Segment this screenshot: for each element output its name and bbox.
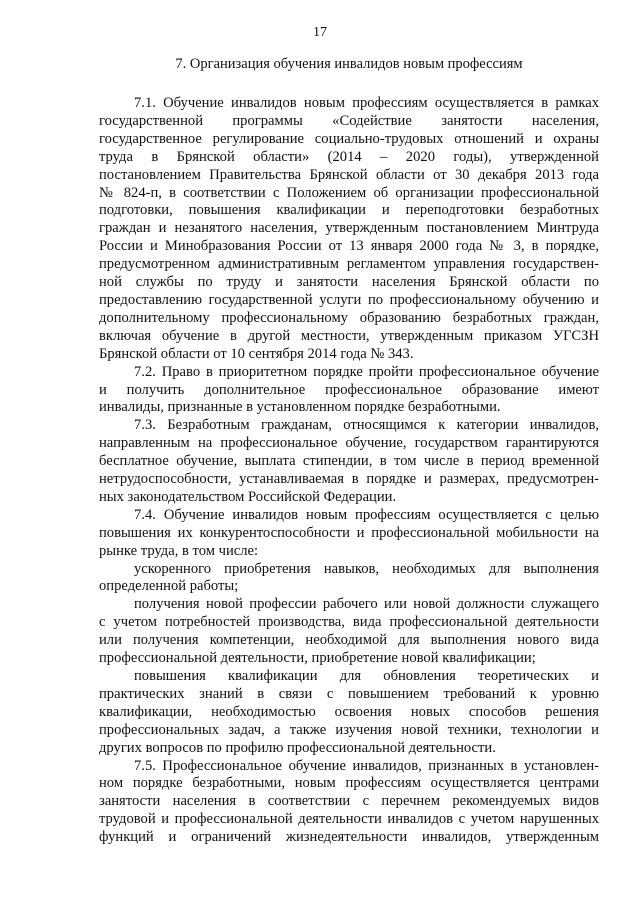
paragraph-line: или получения компетенции, необходимой для выполнения нового вида — [99, 632, 599, 649]
paragraph-line: предусмотренном административным регламентом управления государствен- — [99, 256, 599, 273]
paragraph-line: предоставлению государственной услуги по профессиональному обучению и — [99, 291, 599, 308]
paragraph-line: 7.5. Профессиональное обучение инвалидов, признанных в установлен- — [134, 757, 599, 774]
paragraph-line: нетрудоспособности, устанавливаемая в порядке и размерах, предусмотрен- — [99, 471, 599, 488]
paragraph-line: дополнительному профессиональному образованию безработных граждан, — [99, 309, 599, 326]
paragraph-line: функций и ограничений жизнедеятельности инвалидов, утвержденным — [99, 829, 599, 846]
paragraph-line: квалификации, необходимостью освоения новых способов решения — [99, 703, 599, 720]
paragraph-line: постановлением Правительства Брянской области от 30 декабря 2013 года — [99, 166, 599, 183]
paragraph-p7-4-b — [99, 596, 599, 668]
paragraph-line: 7.1. Обучение инвалидов новым профессиям осуществляется в рамках — [134, 95, 599, 111]
paragraph-line: № 824-п, в соответствии с Положением об организации профессиональной — [99, 184, 599, 201]
paragraph-line: с учетом потребностей производства, вида профессиональной деятельности — [99, 614, 599, 631]
paragraph-line: практических знаний в связи с повышением требований к уровню — [99, 685, 599, 702]
paragraph-p7-4-c — [99, 668, 599, 758]
paragraph-line: государственной программы «Содействие занятости населения, — [99, 112, 599, 129]
paragraph-line: ускоренного приобретения навыков, необходимых для выполнения — [134, 560, 599, 577]
paragraph-line: 7.3. Безработным гражданам, относящимся к категории инвалидов, — [134, 417, 599, 434]
paragraph-p7-3 — [99, 417, 599, 507]
paragraph-line: труда в Брянской области» (2014 – 2020 годы), утвержденной — [99, 148, 599, 165]
paragraph-p7-4 — [99, 507, 599, 561]
paragraph-line: ном порядке безработными, новым профессиям осуществляется центрами — [99, 775, 599, 792]
paragraph-line: бесплатное обучение, выплата стипендии, в том числе в период временной — [99, 453, 599, 470]
paragraph-line: направленным на профессиональное обучение, государством гарантируются — [99, 435, 599, 452]
paragraph-line: повышения их конкурентоспособности и профессиональной мобильности на — [99, 524, 599, 541]
paragraph-line: рынке труда, в том числе: — [99, 542, 259, 559]
paragraph-line: повышения квалификации для обновления теоретических и — [134, 668, 599, 684]
paragraph-line: 7.2. Право в приоритетном порядке пройти профессиональное обучение — [134, 363, 599, 380]
paragraph-line: ных законодательством Российской Федерации. — [99, 488, 397, 505]
paragraph-line: получения новой профессии рабочего или новой должности служащего — [134, 596, 599, 613]
paragraph-p7-2 — [99, 364, 599, 418]
paragraph-line: и получить дополнительное профессиональное образование имеют — [99, 381, 599, 398]
section-title: 7. Организация обучения инвалидов новым профессиям — [175, 56, 523, 72]
paragraph-line: инвалиды, признанные в установленном порядке безработными. — [99, 399, 501, 416]
paragraph-line: определенной работы; — [99, 578, 239, 595]
section-body — [99, 95, 599, 847]
paragraph-line: ной службы по труду и занятости населения Брянской области по — [99, 274, 599, 291]
paragraph-line: 7.4. Обучение инвалидов новым профессиям осуществляется с целью — [134, 506, 599, 523]
paragraph-line: Брянской области от 10 сентября 2014 года № 343. — [99, 345, 414, 362]
paragraph-line: профессиональных задач, а также изучения новой техники, технологии и — [99, 721, 599, 738]
paragraph-p7-1 — [99, 95, 599, 364]
paragraph-p7-4-a — [99, 561, 599, 597]
paragraph-line: занятости населения в соответствии с перечнем рекомендуемых видов — [99, 793, 599, 810]
paragraph-line: трудовой и профессиональной деятельности инвалидов с учетом нарушенных — [99, 811, 599, 828]
paragraph-line: профессиональной деятельности, приобретение новой квалификации; — [99, 650, 536, 667]
paragraph-line: подготовки, повышения квалификации и переподготовки безработных — [99, 202, 599, 219]
paragraph-line: России и Минобразования России от 13 января 2000 года № 3, в порядке, — [99, 238, 599, 255]
paragraph-line: включая обучение в другой местности, утвержденным приказом УГСЗН — [99, 327, 599, 344]
paragraph-line: государственное регулирование социально-трудовых отношений и охраны — [99, 130, 599, 147]
paragraph-line: граждан и незанятого населения, утвержденным постановлением Минтруда — [99, 220, 599, 237]
paragraph-p7-5 — [99, 758, 599, 848]
paragraph-line: других вопросов по профилю профессиональной деятельности. — [99, 739, 496, 756]
page-number: 17 — [313, 25, 327, 40]
